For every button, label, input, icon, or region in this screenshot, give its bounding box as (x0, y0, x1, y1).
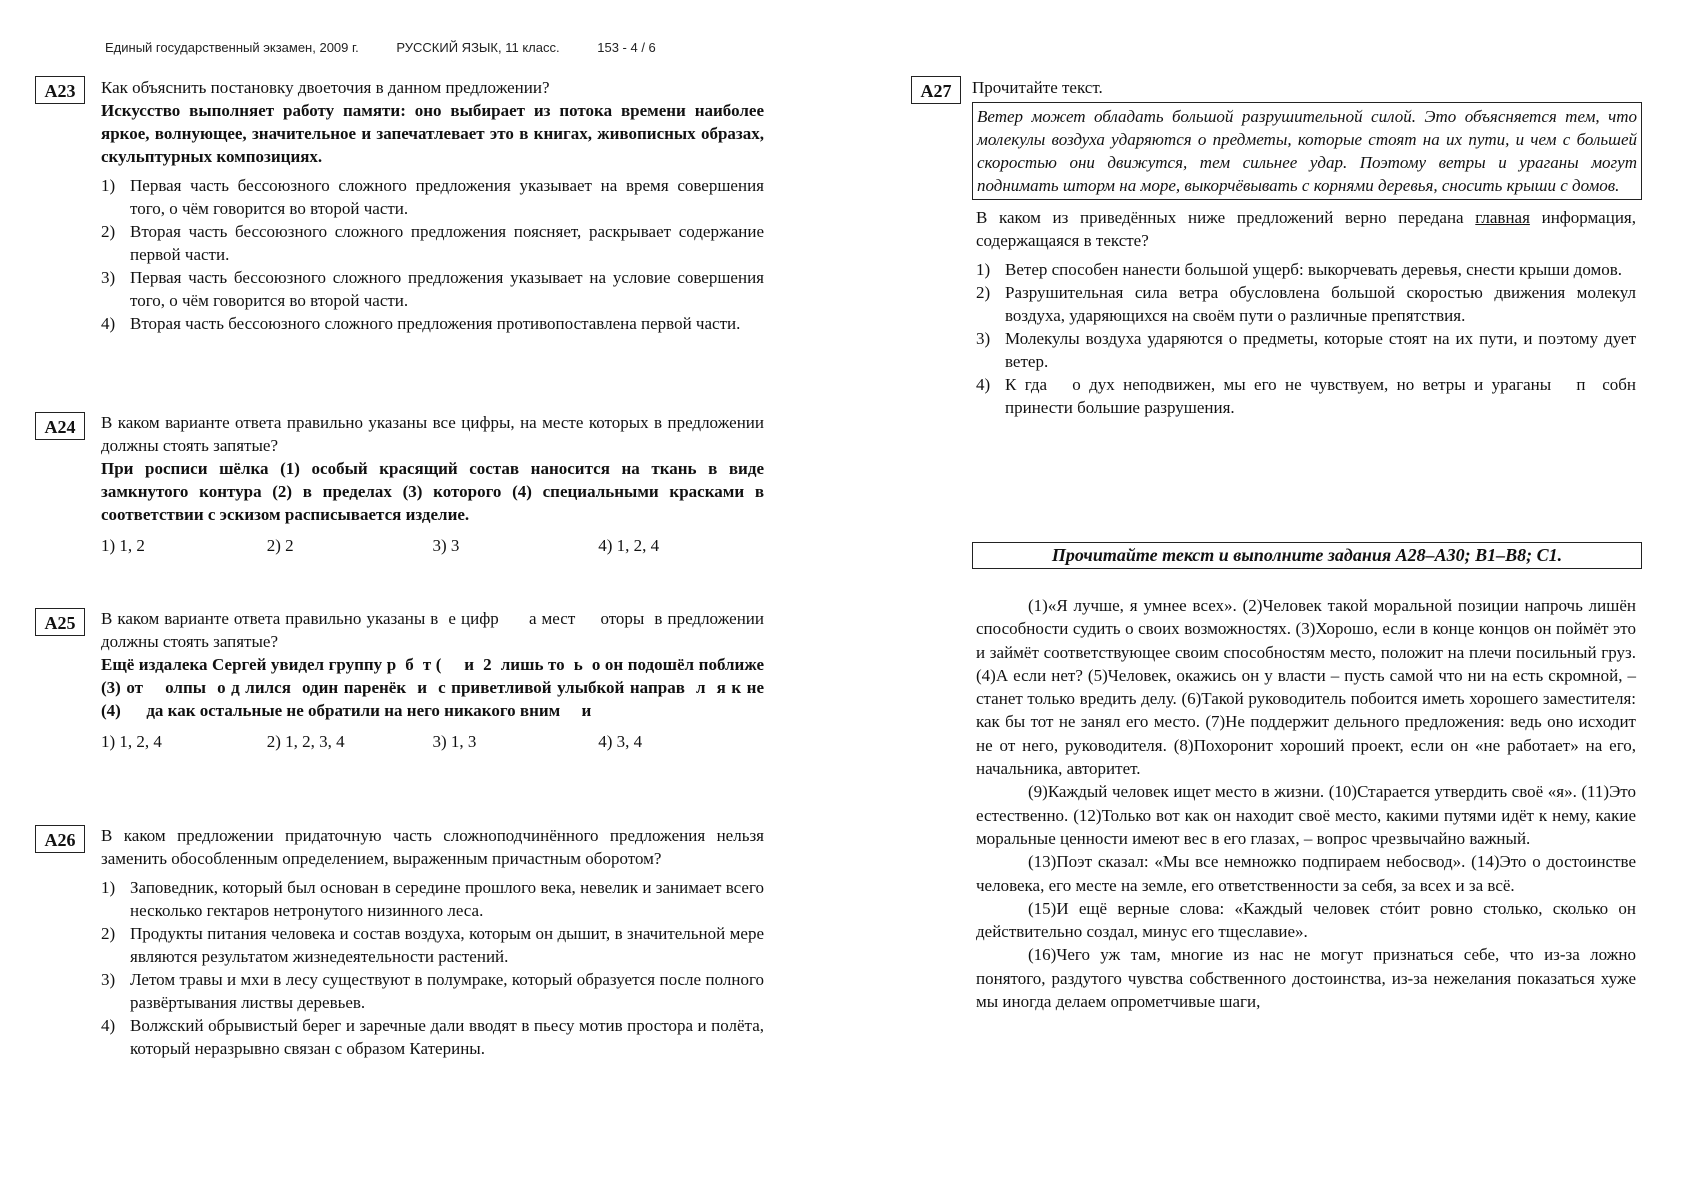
answer-option[interactable]: 4) 3, 4 (598, 732, 643, 751)
question-label-a27: А27 (911, 76, 961, 104)
answer-option[interactable]: 1) 1, 2 (101, 536, 145, 555)
question-text: В каком из приведённых ниже предложений верно передана главная информация, содержащаяся в тексте? (976, 208, 1636, 250)
answer-option[interactable]: 4) 1, 2, 4 (598, 536, 660, 555)
answer-option[interactable]: 3) 3 (432, 536, 460, 555)
question-sentence: Искусство выполняет работу памяти: оно выбирает из потока времени наиболее яркое, волнующее, значительное и запечатлевает это в книгах, живописных образах, скульптурных композициях. (101, 101, 764, 166)
instruction-banner: Прочитайте текст и выполните задания А28–А30; В1–В8; С1. (972, 542, 1642, 569)
answer-option[interactable]: 2) Продукты питания человека и состав воздуха, которым он дышит, в значительной мере являются результатом жизнедеятельности растений. (101, 924, 764, 966)
question-text: В каком предложении придаточную часть сложноподчинённого предложения нельзя заменить обособленным определением, выраженным причастным оборотом? (101, 826, 764, 868)
question-a27 (972, 76, 1653, 419)
answer-options (972, 258, 1653, 419)
passage-paragraph: (16)Чего уж там, многие из нас не могут признаться себе, что из-за ложно понятого, раздутого чувства собственного достоинства, из-за нежелания показаться хуже мы иногда делаем опрометчивые шаги, (976, 945, 1636, 1012)
answer-option[interactable]: 3) Летом травы и мхи в лесу существуют в полумраке, который образуется после полного развёртывания листвы деревьев. (101, 970, 764, 1012)
answer-option[interactable]: 1) Заповедник, который был основан в середине прошлого века, невелик и занимает всего несколько гектаров нетронутого низинного леса. (101, 878, 764, 920)
read-text-box: Ветер может обладать большой разрушительной силой. Это объясняется тем, что молекулы воздуха ударяются о предметы, которые стоят на их пути, и чем с большей скоростью они движутся, тем сильнее удар. Поэтому ветры и ураганы могут поднимать шторм на море, выкорчёвывать с корнями деревья, сносить крыши с домов. (972, 102, 1642, 200)
subject-title: РУССКИЙ ЯЗЫК, 11 класс. (396, 40, 560, 55)
page-header (105, 40, 690, 55)
question-label-a24: А24 (35, 412, 85, 440)
answer-option[interactable]: 1) 1, 2, 4 (101, 732, 162, 751)
exam-title: Единый государственный экзамен, 2009 г. (105, 40, 359, 55)
answer-option[interactable]: 3) Молекулы воздуха ударяются о предметы, которые стоят на их пути, и поэтому дует ветер. (976, 329, 1636, 371)
passage-paragraph: (9)Каждый человек ищет место в жизни. (10)Старается утвердить своё «я». (11)Это естественно. (12)Только вот как он находит своё место, какими путями идёт к нему, какие моральные ценности имеют вес в его глазах, – вопрос чрезвычайно важный. (976, 782, 1636, 848)
answer-options (101, 876, 764, 1060)
question-sentence: Ещё издалека Сергей увидел группу р б т ( и 2 лишь то ь о он подошёл поближе (3) от олпы о д лился один паренёк и с приветливой улыбкой направ л я к не (4) да как остальные не обратили на него никакого вним и (101, 655, 786, 720)
question-text: В каком варианте ответа правильно указаны все цифры, на месте которых в предложении должны стоять запятые? (101, 413, 764, 455)
passage-paragraph: (1)«Я лучше, я умнее всех». (2)Человек такой моральной позиции напрочь лишён способности судить о своих возможностях. (3)Хорошо, если в конце концов он поймёт это и займёт соответствующее своим способностям место, положит на плечи посильный груз. (4)А если нет? (5)Человек, окажись он у власти – пусть самой что ни на есть скромной, – станет только вредить делу. (6)Такой руководитель побоится иметь хорошего заместителя: как бы тот не занял его место. (7)Не поддержит дельного предложения: ведь оно исходит не от него, руководителя. (8)Похоронит хороший проект, если он «не работает» на его, начальника, авторитет. (976, 596, 1636, 779)
answer-option[interactable]: 4) Волжский обрывистый берег и заречные дали вводят в пьесу мотив простора и полёта, который неразрывно связан с образом Катерины. (101, 1016, 764, 1058)
question-label-a26: А26 (35, 825, 85, 853)
page-number: 153 - 4 / 6 (597, 40, 656, 55)
answer-option[interactable]: 3) Первая часть бессоюзного сложного предложения указывает на условие совершения того, о чём говорится во второй части. (101, 268, 764, 310)
question-label-a25: А25 (35, 608, 85, 636)
answer-option[interactable]: 2) Вторая часть бессоюзного сложного предложения поясняет, раскрывает содержание первой части. (101, 222, 764, 264)
answer-options (101, 730, 764, 753)
answer-option[interactable]: 2) 1, 2, 3, 4 (266, 732, 345, 751)
passage-paragraph: (13)Поэт сказал: «Мы все немножко подпираем небосвод». (14)Это о достоинстве человека, его месте на земле, его ответственности за себя, за всех и за всё. (976, 852, 1636, 895)
answer-option[interactable]: 4) К гда о дух неподвижен, мы его не чувствуем, но ветры и ураганы п собн принести большие разрушения. (976, 375, 1653, 417)
reading-passage (976, 594, 1636, 1013)
answer-option[interactable]: 1) Ветер способен нанести большой ущерб: выкорчевать деревья, снести крыши домов. (976, 260, 1623, 279)
answer-option[interactable]: 2) 2 (266, 536, 294, 555)
question-a23 (101, 76, 764, 335)
question-intro: Прочитайте текст. (972, 78, 1103, 97)
question-a25 (101, 607, 786, 753)
answer-option[interactable]: 2) Разрушительная сила ветра обусловлена большой скоростью движения молекул воздуха, ударяющихся на своём пути о различные препятствия. (976, 283, 1636, 325)
question-label-a23: А23 (35, 76, 85, 104)
question-text: Как объяснить постановку двоеточия в данном предложении? (101, 78, 550, 97)
answer-option[interactable]: 3) 1, 3 (432, 732, 477, 751)
answer-options (101, 534, 764, 557)
answer-option[interactable]: 4) Вторая часть бессоюзного сложного предложения противопоставлена первой части. (101, 314, 741, 333)
answer-options (101, 174, 764, 335)
question-a26 (101, 824, 764, 1060)
passage-paragraph: (15)И ещё верные слова: «Каждый человек стóит ровно столько, сколько он действительно создал, минус его тщеславие». (976, 898, 1636, 942)
question-sentence: При росписи шёлка (1) особый красящий состав наносится на ткань в виде замкнутого контура (2) в пределах (3) которого (4) специальными красками в соответствии с эскизом расписывается изделие. (101, 459, 764, 524)
question-text: В каком варианте ответа правильно указаны в е цифр а мест оторы в предложении должны стоять запятые? (101, 609, 769, 651)
answer-option[interactable]: 1) Первая часть бессоюзного сложного предложения указывает на время совершения того, о чём говорится во второй части. (101, 176, 764, 218)
question-a24 (101, 411, 764, 557)
